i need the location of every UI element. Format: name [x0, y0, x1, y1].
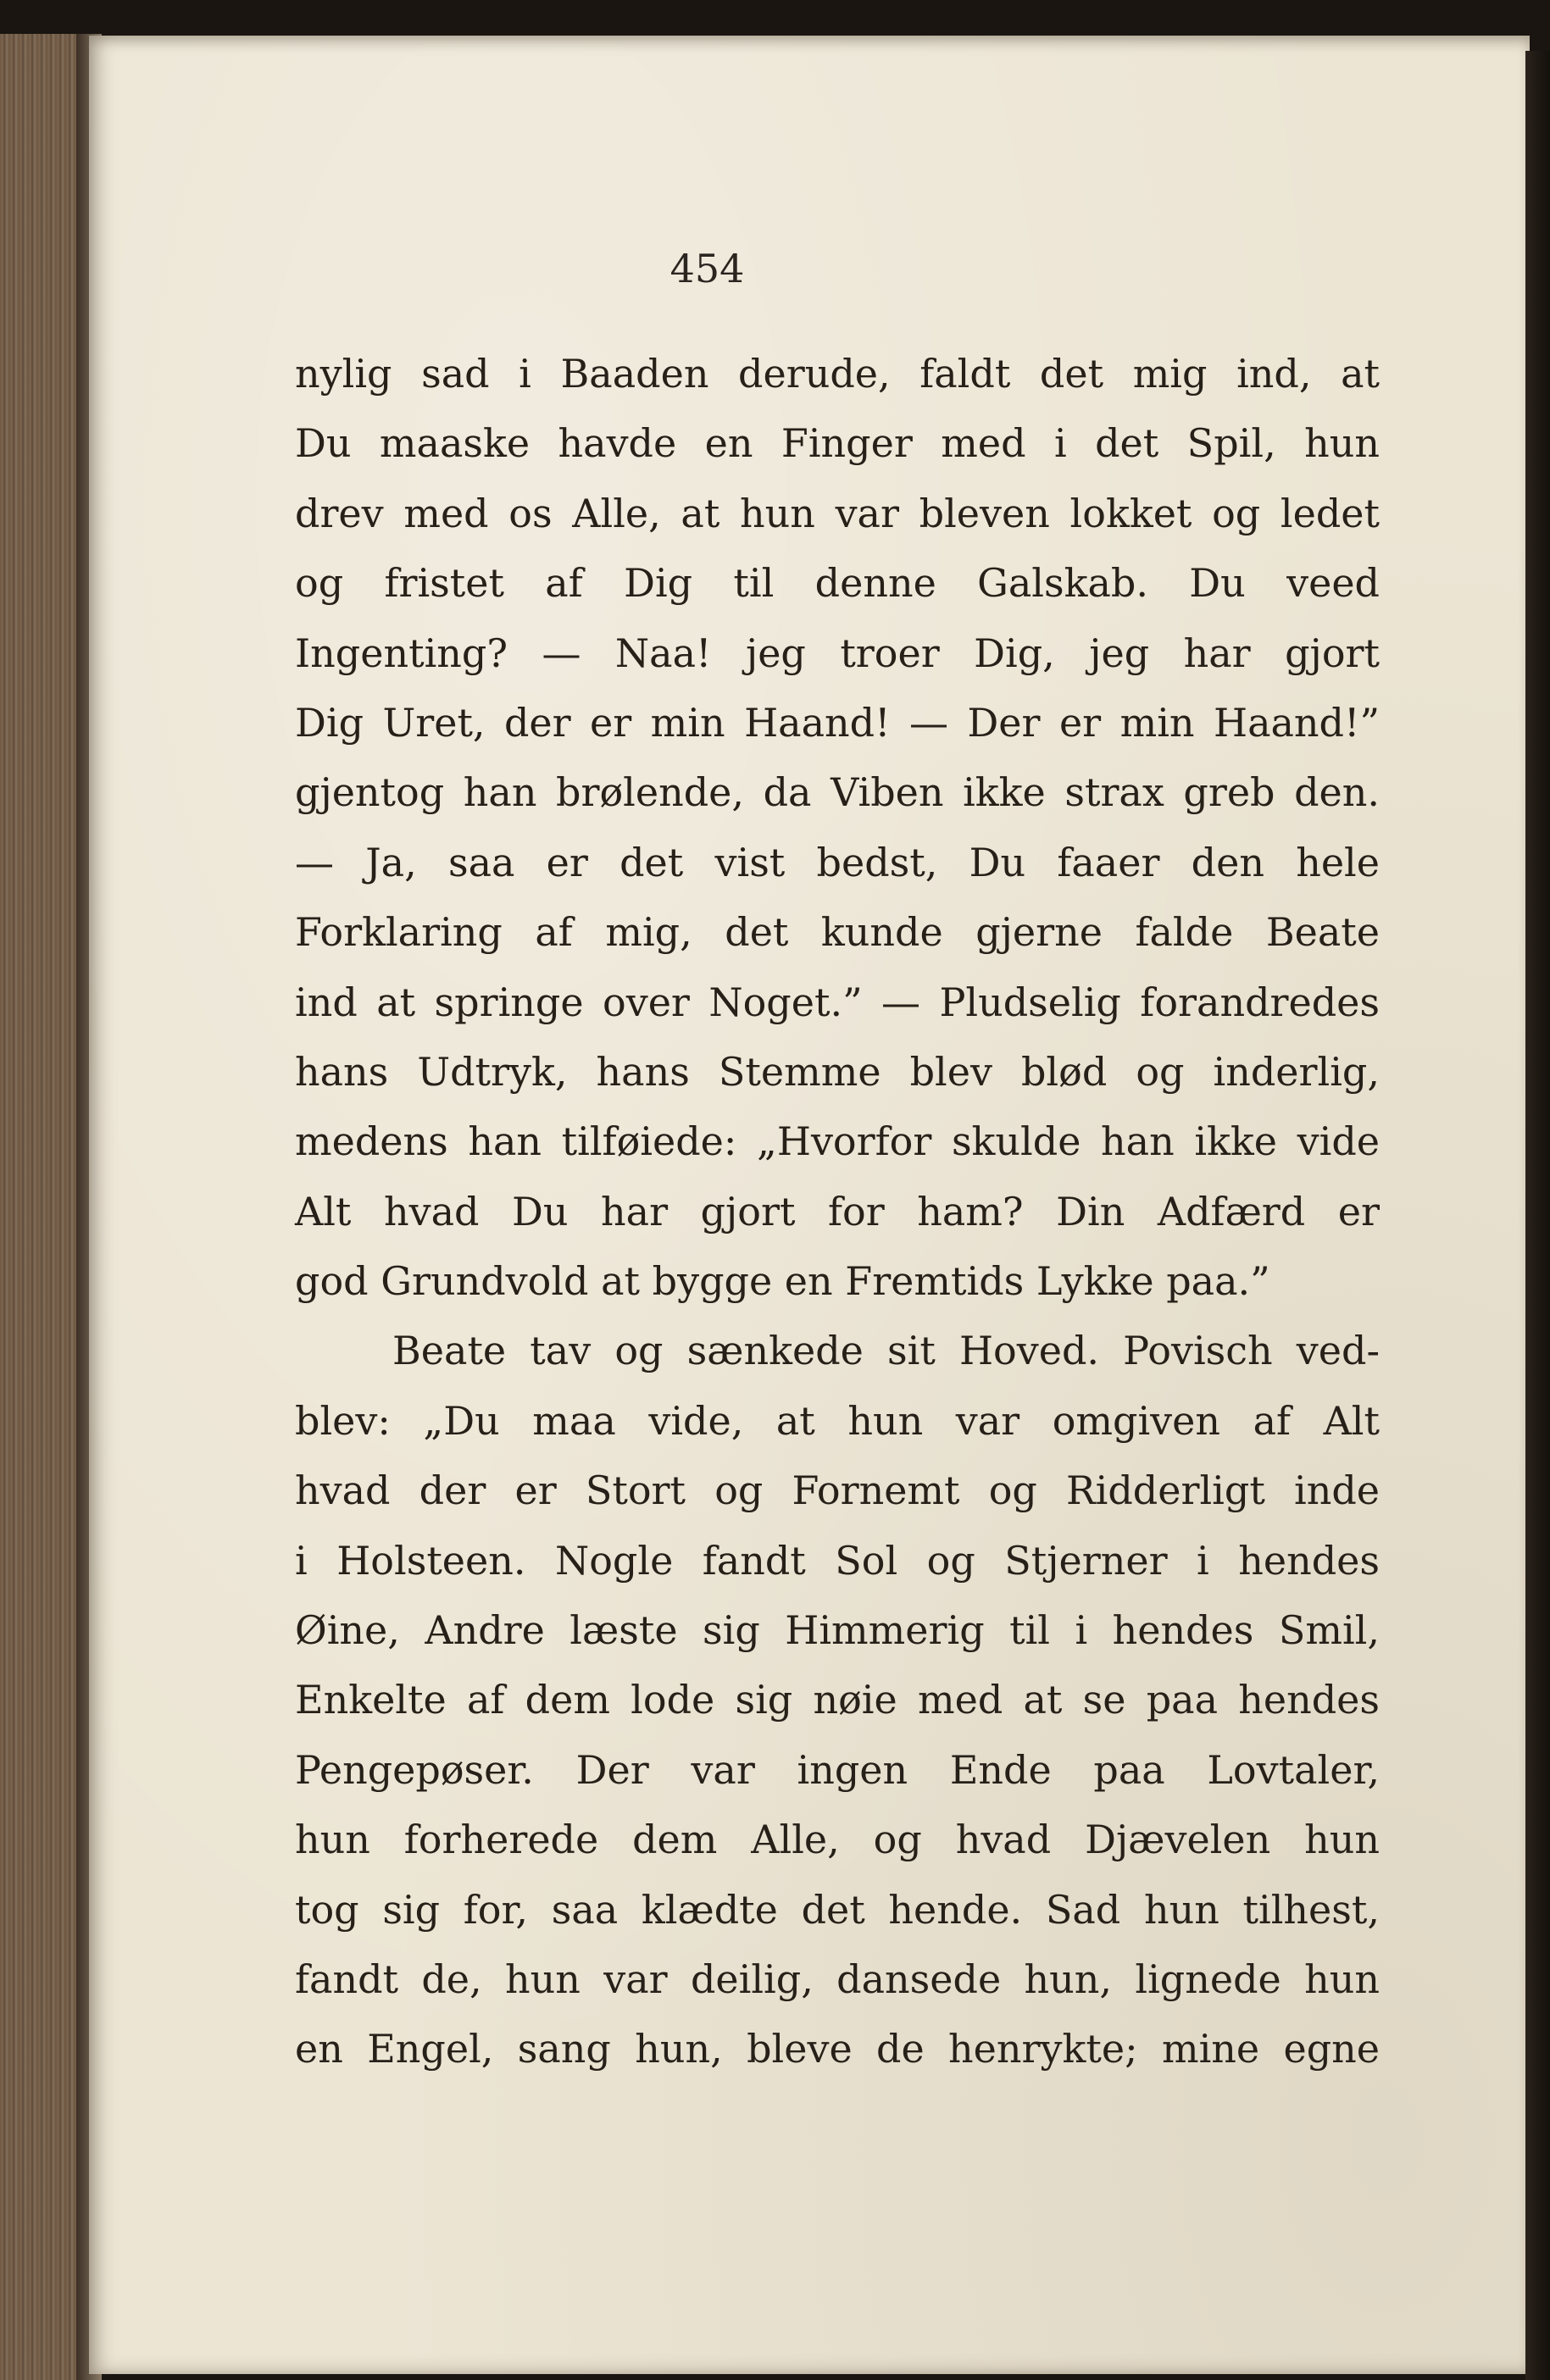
text-line: fandt de, hun var deilig, dansede hun, lignede hun [295, 1956, 1380, 2002]
text-line: ind at springe over Noget.” — Pludselig forandredes [295, 979, 1380, 1025]
text-line: gjentog han brølende, da Viben ikke strax greb den. [295, 769, 1380, 816]
text-line: tog sig for, saa klædte det hende. Sad hun tilhest, [295, 1886, 1380, 1933]
text-line: medens han tilføiede: „Hvorfor skulde han ikke vide [295, 1118, 1380, 1165]
text-line: og fristet af Dig til denne Galskab. Du veed [295, 560, 1380, 607]
text-line: hun forherede dem Alle, og hvad Djævelen hun [295, 1817, 1380, 1863]
text-line: Ingenting? — Naa! jeg troer Dig, jeg har gjort [295, 630, 1380, 676]
body-text [295, 339, 1380, 2084]
text-line: Beate tav og sænkede sit Hoved. Povisch ved- [392, 1328, 1380, 1374]
text-line: Pengepøser. Der var ingen Ende paa Lovtaler, [295, 1746, 1380, 1793]
text-line: i Holsteen. Nogle fandt Sol og Stjerner i hendes [295, 1537, 1380, 1584]
text-line: Forklaring af mig, det kunde gjerne falde Beate [295, 909, 1380, 956]
text-line: nylig sad i Baaden derude, faldt det mig ind, at [295, 351, 1380, 397]
text-line: drev med os Alle, at hun var bleven lokket og ledet [295, 490, 1380, 536]
text-line: hans Udtryk, hans Stemme blev blød og inderlig, [295, 1048, 1380, 1095]
text-line: Du maaske havde en Finger med i det Spil, hun [295, 420, 1380, 467]
text-line: hvad der er Stort og Fornemt og Ridderligt inde [295, 1467, 1380, 1514]
page-number: 454 [669, 246, 745, 291]
text-line: Øine, Andre læste sig Himmerig til i hendes Smil, [295, 1607, 1380, 1654]
text-line: Dig Uret, der er min Haand! — Der er min Haand!” [295, 699, 1380, 746]
right-edge-shadow [1525, 51, 1550, 2380]
text-line: god Grundvold at bygge en Fremtids Lykke paa.” [295, 1258, 1270, 1305]
text-line: Alt hvad Du har gjort for ham? Din Adfærd er [295, 1188, 1380, 1234]
text-line: en Engel, sang hun, bleve de henrykte; mine egne [295, 2026, 1380, 2072]
text-line: blev: „Du maa vide, at hun var omgiven af Alt [295, 1397, 1380, 1444]
text-line: Enkelte af dem lode sig nøie med at se paa hendes [295, 1677, 1380, 1723]
text-line: — Ja, saa er det vist bedst, Du faaer den hele [295, 839, 1380, 885]
